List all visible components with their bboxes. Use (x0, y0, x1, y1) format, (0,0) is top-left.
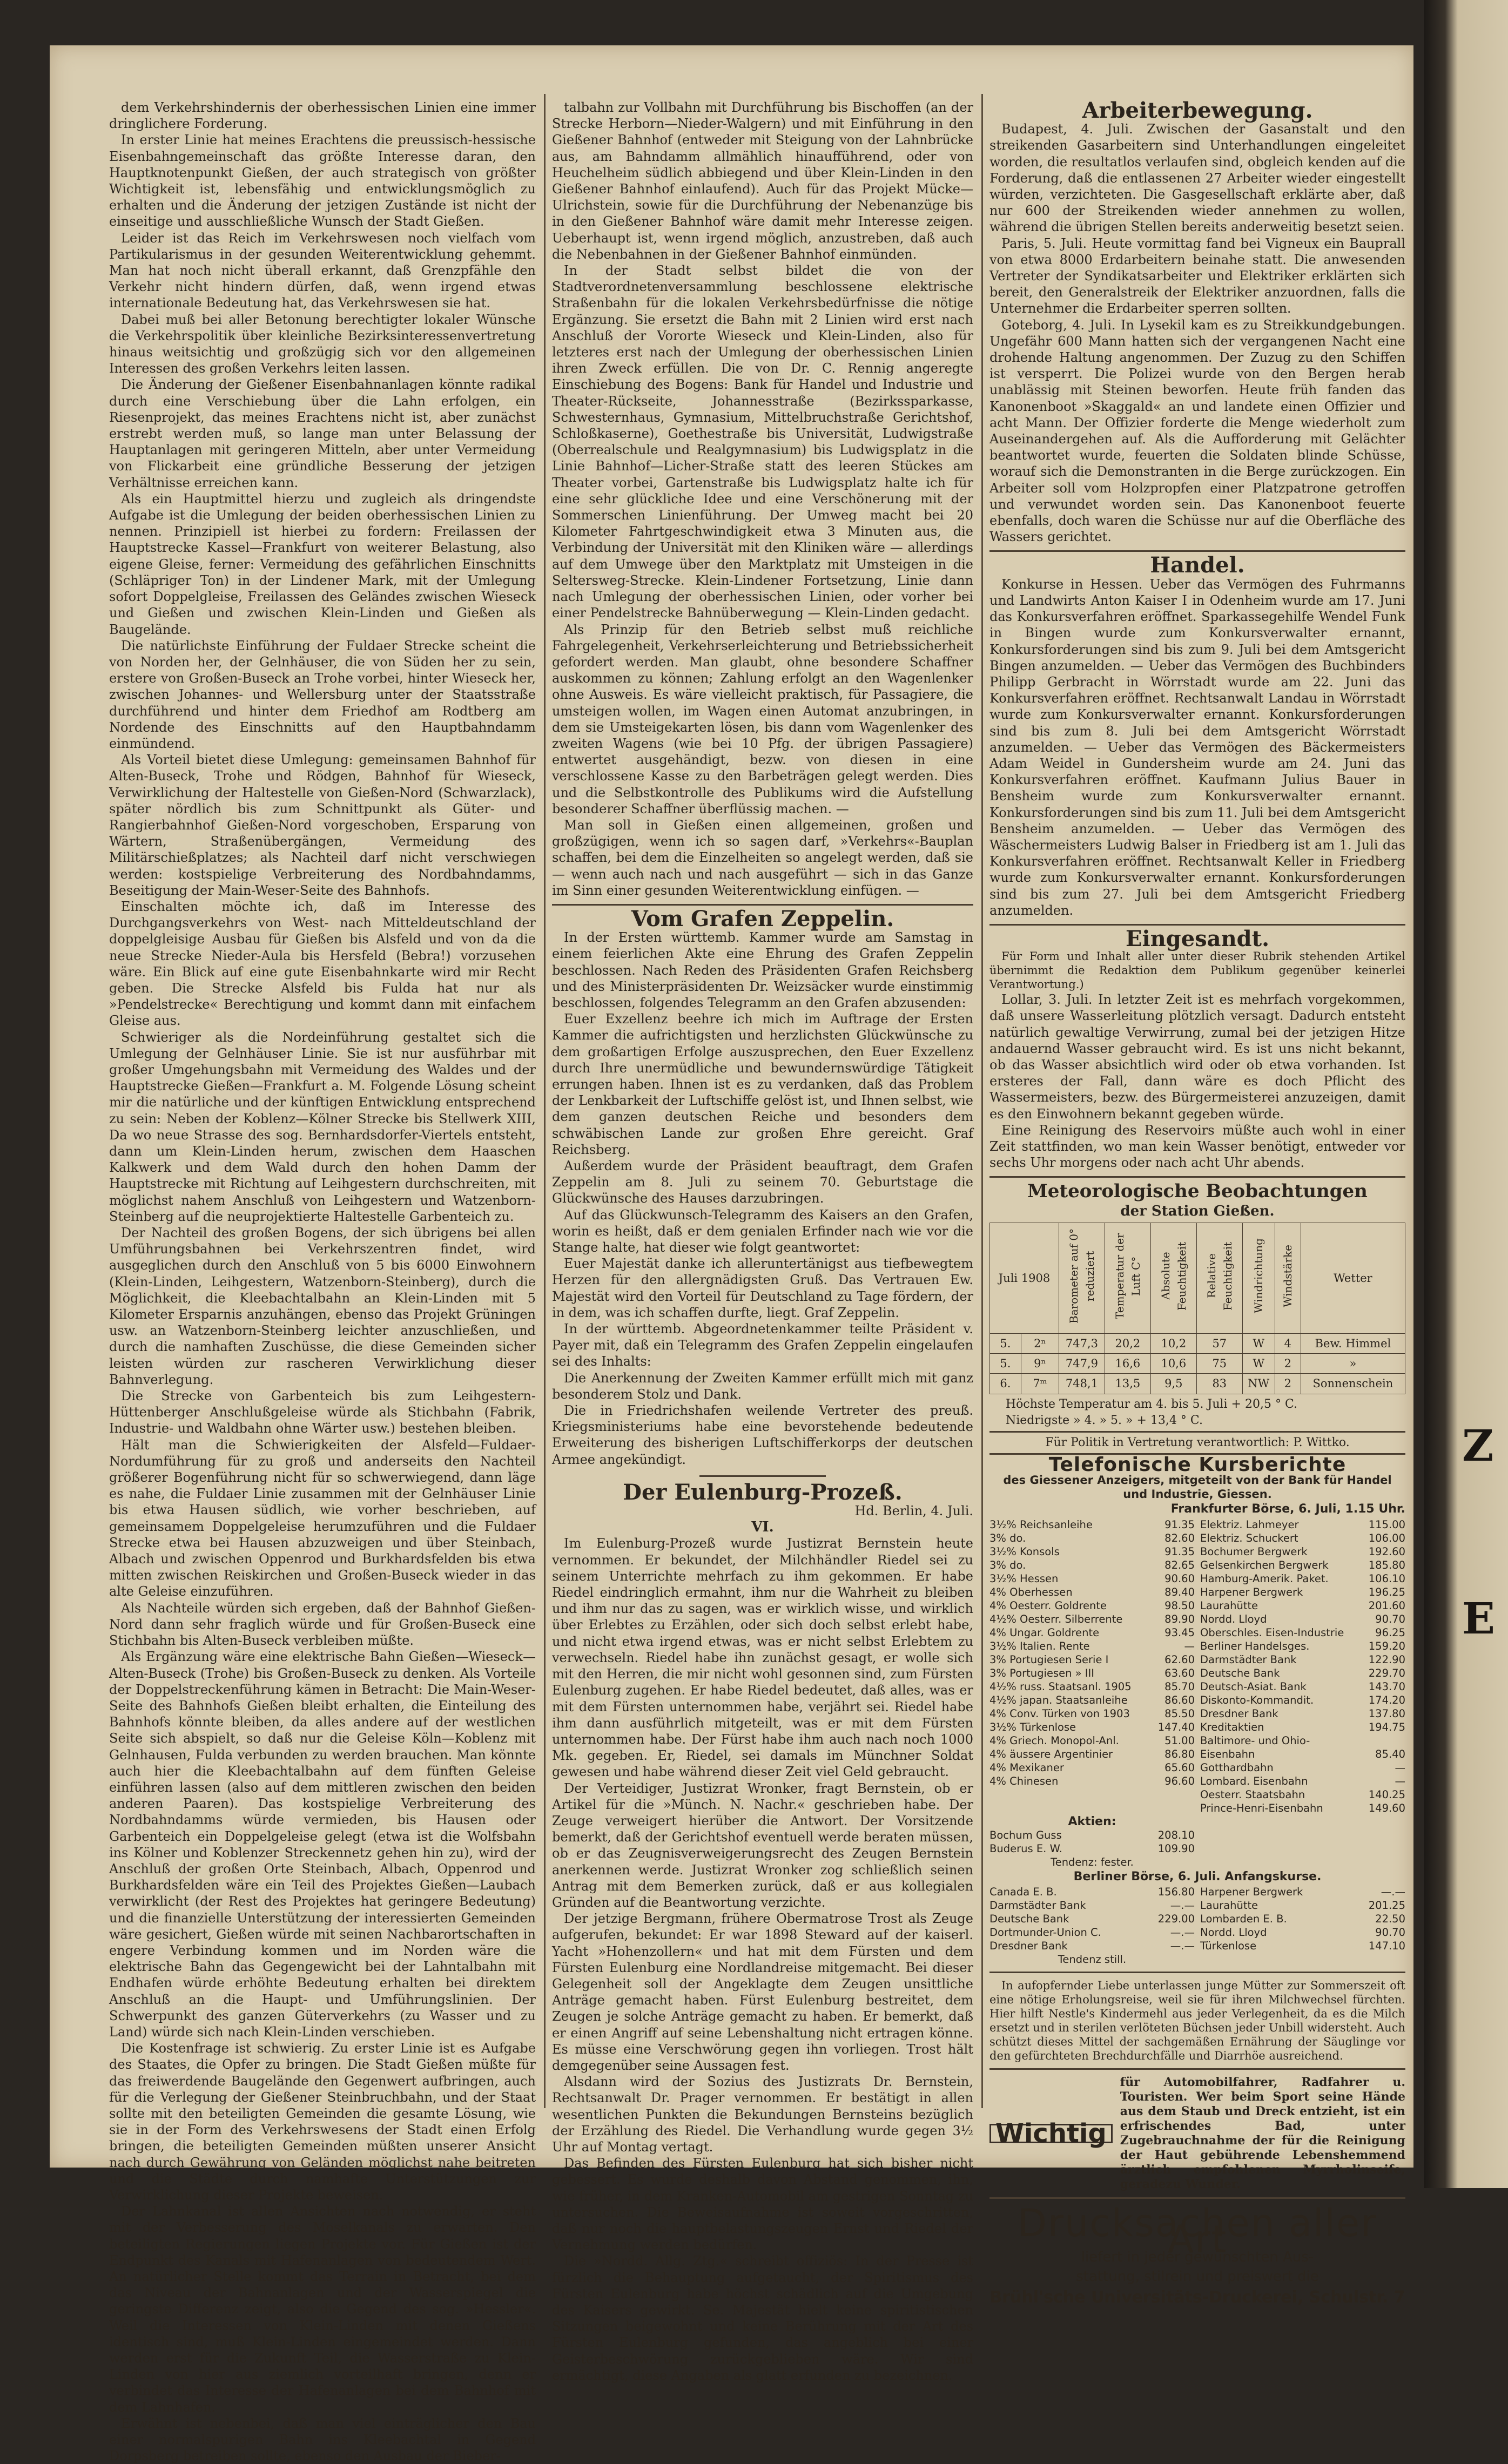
quote-row: Dresdner Bank —.— (989, 1939, 1195, 1952)
article-paragraph: Man soll in Gießen einen allgemeinen, großen und großzügigen, wenn ich so sagen darf, »Verkehrs«-Bauplan schaffen, bei dem die Einzelheiten so angelegt werden, daß sie — wenn auch nach und nach ausgeführt — sich in das Ganze im Sinn einer gesunden Weiterentwicklung einfügen. — (552, 817, 973, 898)
column-3 (989, 98, 1405, 2307)
article-paragraph: talbahn zur Vollbahn mit Durchführung bis Bischoffen (an der Strecke Herborn—Nieder-Walgern) und mit Einführung in den Gießener Bahnhof (entweder mit Steigung von der Lahnbrücke aus, am Bahndamm allmählich hinaufführend, oder von Heuchelheim südlich abbiegend und über Klein-Linden in den Gießener Bahnhof einlaufend). Auch für das Projekt Mücke—Ulrichstein, sowie für die Durchführung der Nebenanzüge bis in den Gießener Bahnhof wäre damit mehr Interesse zeigen. Ueberhaupt ist, wenn irgend möglich, anzustreben, daß auch die Nebenbahnen in der Gießener Bahnhof einmünden. (552, 100, 973, 262)
column-1 (109, 99, 536, 2464)
eulenburg-paragraph: Im Eulenburg-Prozeß wurde Justizrat Bernstein heute vernommen. Er bekundet, der Milchhändler Riedel sei zu seinem Unterrichte mehrfach zu ihm gekommen. Er habe Riedel eindringlich ermahnt, ihm nur die Wahrheit zu bleiben und ihm nur das zu sagen, was er wirklich wisse, und wirklich über Erlebtes zu Erzählen, oder sich doch selbst erlebt habe, und nicht etwa irgend etwas, was er nicht selbst Erlebtem zu verwechseln. Riedel habe ihn zunächst gesagt, er wolle sich mit den Herren, die mir nicht wohl gesonnen sind, zum Fürsten Eulenburg zugehen. Er habe Riedel bedeutet, daß alles, was er mit dem Fürsten unternommen habe, verjährt sei. Riedel habe ihm dann ausführlich mitgeteilt, was er mit dem Fürsten unternommen habe. Der Fürst habe ihm auch nach noch 1000 Mk. gegeben. Er, Riedel, sei damals im Münchner Soldat gewesen und habe während dieser Zeit viel Geld gebraucht. (552, 1536, 973, 1780)
weather-cell: 57 (1196, 1334, 1242, 1354)
quote-row: Türkenlose 147.10 (1200, 1939, 1405, 1952)
eulenburg-headline: Der Eulenburg-Prozeß. (623, 1479, 903, 1505)
weather-cell: 10,6 (1150, 1354, 1196, 1374)
divider (989, 1431, 1405, 1433)
divider (989, 2197, 1405, 2199)
weather-cell: 5. (990, 1354, 1021, 1374)
arbeiter-paragraph: Paris, 5. Juli. Heute vormittag fand bei Vigneux ein Bauprall von etwa 8000 Erdarbeitern beinahe statt. Die anwesenden Vertreter der Syndikatsarbeiter und Elektriker erklärten sich bereit, den Generalstreik der Elektriker anzuordnen, falls die Unternehmer die Erdarbeiter sperren sollten. (989, 235, 1405, 316)
weather-cell: 4 (1275, 1334, 1301, 1354)
handel-headline: Handel. (1150, 552, 1245, 578)
quote-row: 3½% Hessen 90.60 (989, 1572, 1195, 1585)
eulenburg-paragraph: Alsdann wird der Sozius des Justizrats Dr. Bernstein, Rechtsanwalt Dr. Prager vernommen. Er bestätigt in allen wesentlichen Punkten die Bekundungen Bernsteins bezüglich der Erzählung des Riedel. Die Verhandlung wurde gegen 3½ Uhr auf Montag vertagt. (552, 2074, 973, 2155)
meteo-min-temp: Niedrigste » 4. » 5. » + 13,4 ° C. (1006, 1413, 1203, 1427)
wichtig-word: Wichtig (989, 2124, 1113, 2143)
article-paragraph: Der Nachteil des großen Bogens, der sich übrigens bei allen Umführungsbahnen bei Verkehrszentren findet, wird ausgeglichen durch den Anschluß von 5 bis 6000 Einwohnern (Klein-Linden, Leihgestern, Watzenborn-Steinberg), durch die Möglichkeit, die Kleebachtalbahn an Klein-Linden mit 5 Kilometer Ersparnis anzuhängen, ebenso das Projekt Grüningen usw. an Watzenborn-Steinberg leichter anzuschließen, und durch die namhaften Zuschüsse, die diese Gemeinden sicher leisten würden zur rascheren Verwirklichung dieser Bahnverlegung. (109, 1225, 536, 1387)
weather-row (990, 1334, 1405, 1354)
quote-row: 4% Ungar. Goldrente 93.45 (989, 1626, 1195, 1639)
weather-cell: Bew. Himmel (1301, 1334, 1405, 1354)
quote-row: Diskonto-Kommandit. 174.20 (1200, 1693, 1405, 1706)
zeppelin-paragraph: Euer Exzellenz beehre ich mich im Auftrage der Ersten Kammer die aufrichtigsten und herzlichsten Glückwünsche zu dem großartigen Erfolge auszusprechen, den Euer Exzellenz durch Ihre unermüdliche und bewundernswürdige Tätigkeit errungen haben. Ihnen ist es zu verdanken, daß das Problem der Lenkbarkeit der Luftschiffe gelöst ist, und Ihnen selbst, wie dem ganzen deutschen Reiche und besonders dem schwäbischen Lande zur großen Ehre gereicht. Graf Reichsberg. (552, 1011, 973, 1157)
quote-row: 3% Portugiesen » III 63.60 (989, 1666, 1195, 1679)
stock-report-sub2: und Industrie, Giessen. (1123, 1488, 1272, 1501)
divider (989, 924, 1405, 926)
arbeiter-paragraph: Budapest, 4. Juli. Zwischen der Gasanstalt und den streikenden Gasarbeitern sind Unterhandlungen eingeleitet worden, die resultatlos verlaufen sind, obgleich kenden auf die Forderung, daß die entlassenen 27 Arbeiter wieder eingestellt würden, verzichteten. Die Gasgesellschaft erklärte aber, daß nur 600 der Streikenden wieder annehmen zu wollen, während die übrigen Stellen bereits anderweitig besetzt seien. (989, 121, 1405, 235)
quote-row: 3% Portugiesen Serie I 62.60 (989, 1653, 1195, 1666)
zeppelin-paragraph: Die in Friedrichshafen weilende Vertreter des preuß. Kriegsministeriums habe eine bevorstehende bedeutende Erweiterung des bisherigen Luftschifferkorps der deutschen Armee angekündigt. (552, 1403, 973, 1467)
stock-report-headline: Telefonische Kursberichte (1048, 1454, 1347, 1476)
quote-row: Bochum Guss 208.10 (989, 1828, 1195, 1841)
quote-row: Gotthardbahn — (1200, 1761, 1405, 1774)
weather-cell: 747,3 (1059, 1334, 1105, 1354)
column-2 (552, 99, 973, 2383)
quote-row: Kreditaktien 194.75 (1200, 1720, 1405, 1733)
quote-row: 4% Conv. Türken von 1903 85.50 (989, 1707, 1195, 1720)
weather-cell: 83 (1196, 1374, 1242, 1394)
meteo-subhead: der Station Gießen. (1120, 1203, 1275, 1219)
quote-row: Laurahütte 201.60 (1200, 1599, 1405, 1612)
article-paragraph: Dabei muß bei aller Betonung berechtigter lokaler Wünsche die Verkehrspolitik über kleinliche Bezirksinteressenvertretung hinaus weitsichtig und großzügig sich vor den allgemeinen Interessen des großen Verkehrs leiten lassen. (109, 312, 536, 376)
quote-row: Elektriz. Lahmeyer 115.00 (1200, 1518, 1405, 1531)
quote-row: Nordd. Lloyd 90.70 (1200, 1612, 1405, 1625)
weather-cell: Sonnenschein (1301, 1374, 1405, 1394)
weather-cell: 75 (1196, 1354, 1242, 1374)
eingesandt-disclaimer: Für Form und Inhalt aller unter dieser Rubrik stehenden Artikel übernimmt die Redaktion dem Publikum gegenüber keinerlei Verantwortung.) (989, 950, 1405, 991)
weather-cell: 20,2 (1105, 1334, 1150, 1354)
weather-cell: 748,1 (1059, 1374, 1105, 1394)
divider (989, 1176, 1405, 1178)
quote-row: Deutsche Bank 229.70 (1200, 1666, 1405, 1679)
article-paragraph: Hält man die Schwierigkeiten der Alsfeld—Fuldaer-Nordumführung für zu groß und anderseits den Nachteil größerer Bogenführung nicht für so schwerwiegend, dann läge es nahe, die Fuldaer Linie zusammen mit der Gelnhäuser Linie bis etwa Hausen südlich, wie vorher beschrieben, auf gemeinsamem Doppelgeleise herumzuführen und die Fuldaer Strecke etwa bei Hausen abzuzweigen und über Steinbach, Albach und zwischen Oppenrod und Burkhardsfelden bis etwa mitten zwischen Reiskirchen und Großen-Buseck wieder in das alte Geleise einzuführen. (109, 1437, 536, 1599)
quote-row: 4% Oesterr. Goldrente 98.50 (989, 1599, 1195, 1612)
eulenburg-paragraph: Der jetzige Bergmann, frühere Obermatrose Trost als Zeuge aufgerufen, bekundet: Er war 1898 Steward auf der kaiserl. Yacht »Hohenzollern« und hat mit dem Fürsten und dem Fürsten Eulenburg eine Nordlandreise mitgemacht. Bei dieser Gelegenheit soll der Angeklagte dem Zeugen unsittliche Anträge gemacht haben. Fürst Eulenburg bestreitet, dem Zeugen je solche Anträge gemacht zu haben. Er bemerkt, daß er einen Angriff auf seine Lebenshaltung nicht ertragen könne. Es müsse eine Verschwörung gegen ihn vorliegen. Trost hält demgegenüber seine Aussagen fest. (552, 1911, 973, 2073)
weather-cell: W (1242, 1354, 1275, 1374)
weather-cell: 747,9 (1059, 1354, 1105, 1374)
weather-cell: 2 (1275, 1374, 1301, 1394)
eulenburg-paragraph: Das Befinden des Fürsten Eulenburg hat sich bisher nicht gebessert. Es wurde deshalb davon Abstand genommen, ihn, wie früher, in dem Kranken-Automobil am gestrigen Sonntag zu untersuchen. Die Beweisaufnahme ist soweit vorgeschritten, daß nur noch die hauptbelastungszeugen Ernst und Riedel der Vernehmung werden bedürfen. (552, 2156, 973, 2253)
article-paragraph: Als ein Hauptmittel hierzu und zugleich als dringendste Aufgabe ist die Umlegung der beiden oberhessischen Linien zu nennen. Prinzipiell ist hierbei zu fordern: Freilassen der Hauptstrecke Kassel—Frankfurt von weiterer Belastung, also eigene Gleise, ferner: Vermeidung des gefährlichen Einschnitts (Schläpriger Ton) in der Lindener Mark, mit der Umlegung sofort Doppelgleise, Freilassen des Geländes zwischen Wieseck und Gießen und zwischen Klein-Linden und Gießen als Baugelände. (109, 491, 536, 637)
quote-row: 4% äussere Argentinier 86.80 (989, 1747, 1195, 1760)
quote-row: Darmstädter Bank —.— (989, 1899, 1195, 1912)
quote-row: 4% Oberhessen 89.40 (989, 1585, 1195, 1598)
nestle-notice: In aufopfernder Liebe unterlassen junge Mütter zur Sommerszeit oft eine nötige Erholungsreise, weil sie für ihren Milchwechsel fürchten. Hier hilft Nestle's Kindermehl aus jeder Verlegenheit, da es die Milch ersetzt und in sterilen verlöteten Büchsen jeder Unbill widersteht. Auch schützt dieses Mittel der sachgemäßen Ernährung der Säuglinge vor den gefürchteten Brechdurchfälle und Diarrhöe ausreichend. (989, 1979, 1405, 2062)
adjacent-page-edge (1424, 0, 1508, 2188)
eulenburg-dateline: Hd. Berlin, 4. Juli. (854, 1503, 973, 1519)
berlin-heading: Berliner Börse, 6. Juli. Anfangskurse. (1073, 1869, 1322, 1884)
tendenz-frankfurt: Tendenz: fester. (1051, 1855, 1134, 1868)
column-rule (544, 94, 546, 2108)
weather-header: Juli 1908 (990, 1223, 1059, 1333)
edge-letter: E (1462, 1593, 1495, 1644)
quote-row: 4½% Oesterr. Silberrente 89.90 (989, 1612, 1195, 1625)
quote-row: 3% do. 82.60 (989, 1531, 1195, 1544)
quote-row: 4% Mexikaner 65.60 (989, 1761, 1195, 1774)
eulenburg-paragraph: Der Verteidiger, Justizrat Wronker, fragt Bernstein, ob er Artikel für die »Münch. N. Nachr.« geschrieben habe. Der Zeuge verweigert hierüber die Antwort. Der Vorsitzende bemerkt, daß der Gerichtshof eventuell werde beraten müssen, ob er das Zeugnisverweigerungsrecht des Zeugen Bernstein anerkennen werde. Justizrat Wronker zog schließlich seinen Antrag mit dem Bemerken zurück, daß er aus kollegialen Gründen auf die Beantwortung verzichte. (552, 1780, 973, 1910)
divider (552, 904, 973, 906)
divider (699, 1475, 826, 1477)
quote-row: Prince-Henri-Eisenbahn 149.60 (1200, 1801, 1405, 1814)
weather-cell: 16,6 (1105, 1354, 1150, 1374)
zeppelin-paragraph: Die Anerkennung der Zweiten Kammer erfüllt mich mit ganz besonderem Stolz und Dank. (552, 1370, 973, 1402)
quote-row: Dortmunder-Union C. —.— (989, 1926, 1195, 1939)
zeppelin-headline: Vom Grafen Zeppelin. (631, 906, 894, 931)
quote-row: Baltimore- und Ohio- (1200, 1734, 1310, 1747)
quote-row: 3½% Reichsanleihe 91.35 (989, 1518, 1195, 1531)
quote-row: Laurahütte 201.25 (1200, 1899, 1405, 1912)
weather-row (990, 1354, 1405, 1374)
weather-row (990, 1374, 1405, 1394)
eingesandt-paragraph: Lollar, 3. Juli. In letzter Zeit ist es mehrfach vorgekommen, daß unsere Wasserleitung plötzlich versagt. Dadurch entsteht natürlich gewaltige Verwirrung, zumal bei der jetzigen Hitze andauernd Wasser gebraucht wird. Es ist uns nicht bekannt, ob das Wasser absichtlich wird oder ob etwa vorhanden. Ist ersteres der Fall, dann wäre es doch Pflicht des Wassermeisters, bezw. des Bürgermeisterei anzuzeigen, damit es den Einwohnern bekannt gegeben würde. (989, 992, 1405, 1122)
stock-report-sub1: des Giessener Anzeigers, mitgeteilt von der Bank für Handel (1003, 1474, 1392, 1487)
aktien-block (989, 1815, 1405, 1869)
divider (989, 1972, 1405, 1973)
article-paragraph: Die Strecke von Garbenteich bis zum Leihgestern-Hüttenberger Anschlußgeleise würde als Stichbahn (Fabrik, Industrie- und Waldbahn ohne Wärter usw.) bestehen bleiben. (109, 1388, 536, 1436)
zeppelin-paragraph: Außerdem wurde der Präsident beauftragt, dem Grafen Zeppelin am 8. Juli zu seinem 70. Geburtstage die Glückwünsche des Hauses darzubringen. (552, 1158, 973, 1206)
article-paragraph: In erster Linie hat meines Erachtens die preussisch-hessische Eisenbahngemeinschaft das größte Interesse daran, den Hauptknotenpunkt Gießen, der auch strategisch von größter Wichtigkeit ist, lebensfähig und entwicklungsmöglich zu erhalten und die Änderung der jetzigen Zustände ist nicht der einseitige und ausschließliche Wunsch der Stadt Gießen. (109, 132, 536, 229)
arbeiter-paragraph: Goteborg, 4. Juli. In Lysekil kam es zu Streikkundgebungen. Ungefähr 600 Mann hatten sich der vergangenen Nacht eine drohende Haltung angenommen. Der Zuzug zu den Schiffen ist versperrt. Die Polizei wurde von den Bergen herab unablässig mit Steinen beworfen. Heute früh fanden das Kanonenboot »Skaggald« an und landete einen Offizier und acht Mann. Der Offizier forderte die Menge wiederholt zum Auseinandergehen auf. Als die Aufforderung mit Gelächter beantwortet wurde, feuerten die Soldaten blinde Schüsse, worauf sich die Demonstranten in die Berge zurückzogen. Ein Arbeiter soll vom Holzpropfen einer Platzpatrone getroffen und verwundet worden sein. Das Kanonenboot feuerte ebenfalls, doch waren die Schüsse nur auf die Oberfläche des Wassers gerichtet. (989, 317, 1405, 545)
wichtig-text: für Automobilfahrer, Radfahrer u. Touristen. Wer beim Sport seine Hände aus dem Staub und Dreck entzieht, ist ein erfrischendes Bad, unter Zugebrauchnahme der für die Reinigung der Haut gebührende Lebenshemmend ärztlich empfohlenen Myrrholinseife, geradezu Wunder. (1120, 2075, 1405, 2191)
quote-row: Nordd. Lloyd 90.70 (1200, 1926, 1405, 1939)
berlin-quotes (989, 1885, 1405, 1953)
weather-cell: NW (1242, 1374, 1275, 1394)
eulenburg-part: VI. (751, 1519, 774, 1536)
weather-cell: 10,2 (1150, 1334, 1196, 1354)
quote-row: Eisenbahn 85.40 (1200, 1747, 1405, 1760)
weather-header: Temperatur der Luft C° (1105, 1223, 1150, 1333)
tendenz-berlin: Tendenz still. (1058, 1953, 1127, 1966)
quote-row: Elektriz. Schuckert 106.00 (1200, 1531, 1405, 1544)
quote-row: Lombard. Eisenbahn — (1200, 1774, 1405, 1787)
divider (989, 550, 1405, 552)
edge-letter: Z (1462, 1420, 1494, 1471)
responsible-editor: Für Politik in Vertretung verantwortlich: P. Wittko. (1045, 1436, 1350, 1450)
weather-cell: 6. (990, 1374, 1021, 1394)
article-paragraph: Die Änderung der Gießener Eisenbahnanlagen könnte radikal durch eine Verschiebung über die Lahn erfolgen, ein Riesenprojekt, das meines Erachtens nicht ist, aber zunächst erstrebt werden muß, so lange man unter Belassung der Hauptanlagen mit geringeren Mitteln, aber unter Vermeidung von Flickarbeit eine gründliche Besserung der jetzigen Verhältnisse erreichen kann. (109, 377, 536, 490)
column-rule (981, 94, 983, 2108)
eingesandt-headline: Eingesandt. (1125, 926, 1270, 951)
aktien-heading: Aktien: (1068, 1814, 1116, 1828)
weather-header: Windrichtung (1242, 1223, 1275, 1333)
weather-cell: 2 (1275, 1354, 1301, 1374)
article-paragraph: Schwieriger als die Nordeinführung gestaltet sich die Umlegung der Gelnhäuser Linie. Sie ist nur ausführbar mit großer Umgehungsbahn mit Vermeidung des Waldes und der Hauptstrecke Gießen—Frankfurt a. M. Folgende Lösung scheint mir die natürliche und der künftigen Entwicklung entsprechend zu sein: Neben der Koblenz—Kölner Strecke bis Stellwerk XIII, Da wo neue Strasse des sog. Bernhardsdorfer-Viertels entsteht, dann um Klein-Linden herum, zwischen dem Haaschen Kalkwerk und dem Wald durch den hohen Damm der Hauptstrecke mit Richtung auf Leihgestern durchschreiten, mit möglichst nahem Anschluß von Leihgestern und Watzenborn-Steinberg auf die neuprojektierte Haltestelle Garbenteich zu. (109, 1029, 536, 1224)
weather-header: Relative Feuchtigkeit (1196, 1223, 1242, 1333)
weather-cell: 9ⁿ (1021, 1354, 1059, 1374)
weather-cell: 2ⁿ (1021, 1334, 1059, 1354)
quote-row: Bochumer Bergwerk 192.60 (1200, 1545, 1405, 1558)
zeppelin-paragraph: In der württemb. Abgeordnetenkammer teilte Präsident v. Payer mit, daß ein Telegramm des Grafen Zeppelin eingelaufen sei des Inhalts: (552, 1321, 973, 1369)
article-paragraph: Als Vorteil bietet diese Umlegung: gemeinsamen Bahnhof für Alten-Buseck, Trohe und Rödgen, Bahnhof für Wieseck, Verwirklichung der Haltestelle von Gießen-Nord (Schwarzlack), später nördlich bis zum Schnittpunkt als Güter- und Rangierbahnhof Gießen-Nord vorgeschoben, Ersparung von Wärtern, Straßenübergängen, Vermeidung des Militärschießplatzes; als Nachteil darf nicht verschwiegen werden: kostspielige Verbreiterung des Nordbahndamms, Beseitigung der Main-Weser-Seite des Bahnhofs. (109, 752, 536, 898)
meteo-max-temp: Höchste Temperatur am 4. bis 5. Juli + 20,5 ° C. (1006, 1397, 1297, 1411)
quote-row: Oesterr. Staatsbahn 140.25 (1200, 1788, 1405, 1801)
quote-row: Harpener Bergwerk —.— (1200, 1885, 1405, 1898)
weather-header: Windstärke (1275, 1223, 1301, 1333)
frankfurt-heading: Frankfurter Börse, 6. Juli, 1.15 Uhr. (1170, 1502, 1405, 1516)
quote-row: Berliner Handelsges. 159.20 (1200, 1639, 1405, 1652)
weather-cell: W (1242, 1334, 1275, 1354)
quote-row: Harpener Bergwerk 196.25 (1200, 1585, 1405, 1598)
article-paragraph: In der Stadt selbst bildet die von der Stadtverordnetenversammlung beschlossene elektrische Straßenbahn für die lokalen Verkehrsbedürfnisse die nötige Ergänzung. Sie ersetzt die Bahn mit 2 Linien wird erst nach Anschluß der Vororte Wieseck und Klein-Linden, also für letzteres erst nach der Umlegung der oberhessischen Linien ihren Zweck erfüllen. Die von Dr. C. Rennig angeregte Einschiebung des Bogens: Bank für Handel und Industrie und Theater-Rückseite, Johannesstraße (Bezirkssparkasse, Schwesternhaus, Gymnasium, Mittelbruchstraße Gerichtshof, Schloßkaserne), Goethestraße bis Universität, Ludwigstraße (Oberrealschule und Realgymnasium) bis Ludwigsplatz in die Linie Bahnhof—Licher-Straße statt des leeren Stückes am Theater vorbei, Gartenstraße bis Ludwigsplatz halte ich für eine sehr glückliche Idee und eine Verschönerung mit der Sommerschen Linienführung. Der Umweg macht bei 20 Kilometer Fahrtgeschwindigkeit etwa 3 Minuten aus, die Verbindung der Universität mit den Kliniken wäre — allerdings auf dem Umwege über den Marktplatz mit Umsteigen in die Seltersweg-Strecke. Klein-Lindener Fortsetzung, Linie dann nach Umlegung der oberhessischen Linien, oder vorher bei einer Pendelstrecke Bahnüberwegung — Klein-Linden gedacht. (552, 263, 973, 621)
wichtig-advert (989, 2075, 1405, 2192)
quote-row: Canada E. B. 156.80 (989, 1885, 1195, 1898)
weather-cell: 7ᵐ (1021, 1374, 1059, 1394)
zeppelin-paragraph: In der Ersten württemb. Kammer wurde am Samstag in einem feierlichen Akte eine Ehrung des Grafen Zeppelin beschlossen. Nach Reden des Präsidenten Grafen Reichsberg und des Ministerpräsidenten Dr. Weizsäcker wurde einstimmig beschlossen, folgendes Telegramm an den Grafen abzusenden: (552, 930, 973, 1010)
quote-row: Gelsenkirchen Bergwerk 185.80 (1200, 1558, 1405, 1571)
quote-row: 4½% russ. Staatsanl. 1905 85.70 (989, 1680, 1195, 1693)
divider (989, 2068, 1405, 2070)
article-paragraph: Die Kostenfrage ist schwierig. Zu erster Linie ist es Aufgabe des Staates, die Opfer zu bringen. Die Stadt Gießen müßte für das freiwerdende Baugelände den Gegenwert aufbringen, auch für die Verlegung der Gießener Steinbruchbahn, und der Staat sollte mit den beteiligten Gemeinden die gesamte Lösung, wie sie in der Form des Verkehrswesens der Stadt einen Erfolg bringen, die beteiligten Gemeinden müßten unserer Ansicht nach durch Gewährung von Geländen möglichst nahe beitreten und die Städte durch namhafte Unterstützungen zur Verwirklichung dieser Projekte beweisen. (109, 2041, 536, 2203)
quote-row: Oberschles. Eisen-Industrie 96.25 (1200, 1626, 1405, 1639)
article-paragraph: Der Lahnkanal ist allen Ansichten nach notwendig, er steht mit der Verbesserung des Moselkanals zu erwarten. Den beteiligten Regierungen liegen Projekte vor. Für Gießen ist der Endpunkt des Kanals mit Hafenanlagen von bedeutendem Wert. An natürlicher Stelle kommt das Terrain in Betracht, bei dem das Niveau der Bahnanlagen und der Wasserspiegel die geringste Differenz zeigt, also die Gegend des sog. »Hessler«. Weil die Interessen von Klein-Linden mit denen Gießens identisch sind, muß Klein-Linden eingemeindet werden. Dann werden erst für die Zukunft Teil, die Wasserstraße zu Klein-Linden von hier aus ziemlich vorteilhaft bringen, denn er verbindet das Interesse der Hafenanlagen bei dem Bahnhof mit dem Lahnhafen. (109, 2204, 536, 2415)
article-paragraph: Als Nachteile würden sich ergeben, daß der Bahnhof Gießen-Nord dann sehr fraglich würde und für Großen-Buseck eine Stichbahn bis Alten-Buseck verbleiben müßte. (109, 1600, 536, 1649)
quote-row: 4½% japan. Staatsanleihe 86.60 (989, 1693, 1195, 1706)
quote-row: Deutsch-Asiat. Bank 143.70 (1200, 1680, 1405, 1693)
print-advert-headline: Drucksachen aller Art (1018, 2200, 1377, 2262)
quote-row: 3½% Türkenlose 147.40 (989, 1720, 1195, 1733)
handel-paragraph: Konkurse in Hessen. Ueber das Vermögen des Fuhrmanns und Landwirts Anton Kaiser I in Odenheim wurde am 17. Juni das Konkursverfahren eröffnet. Sparkassegehilfe Wendel Funk in Bingen wurde zum Konkursverwalter ernannt, Konkursforderungen sind bis zum 9. Juli bei dem Amtsgericht Bingen anzumelden. — Ueber das Vermögen des Buchbinders Philipp Gerbracht in Wörrstadt wurde am 22. Juni das Konkursverfahren eröffnet. Rechtsanwalt Landau in Wörrstadt wurde zum Konkursverwalter ernannt. Konkursforderungen sind bis zum 8. Juli bei dem Amtsgericht Wörrstadt anzumelden. — Ueber das Vermögen des Bäckermeisters Adam Weidel in Gundersheim wurde am 24. Juni das Konkursverfahren eröffnet. Kaufmann Julius Bauer in Bensheim wurde zum Konkursverwalter ernannt. Konkursforderungen sind bis zum 11. Juli bei dem Amtsgericht Bensheim anzumelden. — Ueber das Vermögen des Wäschermeisters Ludwig Balser in Friedberg ist am 1. Juli das Konkursverfahren eröffnet. Rechtsanwalt Keller in Friedberg wurde zum Konkursverwalter ernannt. Konkursforderungen sind bis zum 27. Juli bei dem Amtsgericht Friedberg anzumelden. (989, 576, 1405, 918)
article-paragraph: dem Verkehrshindernis der oberhessischen Linien eine immer dringlichere Forderung. (109, 100, 536, 132)
zeppelin-paragraph: Euer Majestät danke ich alleruntertänigst aus tiefbewegtem Herzen für den allergnädigsten Gruß. Das Vertrauen Ew. Majestät wird den Vorteil für Deutschland zu Tage fördern, der in dem, was ich schaffen durfte, liegt. Graf Zeppelin. (552, 1256, 973, 1320)
quote-row: 3½% Italien. Rente — (989, 1639, 1195, 1652)
frankfurt-quotes (989, 1518, 1405, 1815)
quote-row: 4% Griech. Monopol-Anl. 51.00 (989, 1734, 1195, 1747)
weather-header: Absolute Feuchtigkeit (1150, 1223, 1196, 1333)
weather-header: Barometer auf 0° reduziert (1059, 1223, 1105, 1333)
print-advert-printer: Brühl'sche Universitäts-Druckerei, Schulstr. 7 (989, 2288, 1405, 2307)
zeppelin-paragraph: Auf das Glückwunsch-Telegramm des Kaisers an den Grafen, worin es heißt, daß er dem genialen Erfinder nach wie vor die Stange halte, hat dieser wie folgt geantwortet: (552, 1207, 973, 1255)
quote-row: Buderus E. W. 109.90 (989, 1842, 1195, 1855)
eulenburg-paragraph: Die »Nordd. Allg. Ztg.« schreibt offiziös: In der Presse ist fürzlich die Behauptung aufgetaucht, der Spiritismus des Fürsten Eulenburg habe höchst schädlich auf die Umgebung des Kaisers gewirkt. Se. Majestät hielt keine spiritistischen Sitzungen beigewohnt und keine Berührung mit der Art des Fürsten Eulenburg gefunden, das angeblich bei einer Geisterbeschwörung zurückgeblieben wäre. Wir sind ermächtigt, diese Angaben als glatt erfunden zu bezeichnen. (552, 2253, 973, 2383)
quote-row: 3½% Konsols 91.35 (989, 1545, 1195, 1558)
quote-row: Deutsche Bank 229.00 (989, 1912, 1195, 1925)
eingesandt-paragraph: Eine Reinigung des Reservoirs müßte auch wohl in einer Zeit stattfinden, wo man kein Wasser benötigt, entweder vor sechs Uhr morgens oder nach acht Uhr abends. (989, 1122, 1405, 1171)
weather-table (989, 1223, 1405, 1394)
article-paragraph: Als Prinzip für den Betrieb selbst muß reichliche Fahrgelegenheit, Verkehrserleichterung und Betriebssicherheit gefordert werden. Man glaubt, ohne besondere Schaffner auskommen zu können; Zahlung erfolgt an den Wagenlenker ohne Ausweis. Es wäre vielleicht praktisch, für Passagiere, die umsteigen wollen, im Wagen einen Automat anzubringen, in dem sie Umsteigekarten lösen, bis dann vom Wagenlenker des zweiten Wagens (wie bei 10 Pfg. der übrigen Passagiere) entwertet ausgehändigt, bezw. von diesen in eine verschlossene Kasse zu den Barbeträgen gelegt werden. Dies und die Selbstkontrolle des Publikums wird die Aufstellung besonderer Schaffner überflüssig machen. — (552, 622, 973, 816)
newspaper-page (50, 45, 1413, 2464)
article-paragraph: Einschalten möchte ich, daß im Interesse des Durchgangsverkehrs von West- nach Mitteldeutschland der doppelgleisige Ausbau für Gießen bis Alsfeld und von da die neue Strecke Nieder-Aula bis Hersfeld (Bebra!) vorzusehen wäre. Ein Blick auf eine gute Eisenbahnkarte wird mir Recht geben. Die Strecke Alsfeld bis Fulda hat nur als »Pendelstrecke« Berechtigung und kommt dann mit einfachem Gleise aus. (109, 899, 536, 1029)
print-advert-line2: stattung, stilrein und preiswert die (1076, 2269, 1319, 2285)
quote-row: 3% do. 82.65 (989, 1558, 1195, 1571)
quote-row: Hamburg-Amerik. Paket. 106.10 (1200, 1572, 1405, 1585)
article-paragraph: Leider ist das Reich im Verkehrswesen noch vielfach vom Partikularismus in der gesunden Weiterentwicklung gehemmt. Man hat noch nicht überall erkannt, daß Grenzpfähle den Verkehr nicht hindern dürfen, daß, wenn irgend etwas internationale Bedeutung hat, das Verkehrswesen sie hat. (109, 230, 536, 311)
weather-cell: » (1301, 1354, 1405, 1374)
weather-cell: 13,5 (1105, 1374, 1150, 1394)
quote-row: Dresdner Bank 137.80 (1200, 1707, 1405, 1720)
weather-header: Wetter (1301, 1223, 1405, 1333)
quote-row: 4% Chinesen 96.60 (989, 1774, 1195, 1787)
arbeiter-headline: Arbeiterbewegung. (1082, 98, 1313, 123)
meteo-headline: Meteorologische Beobachtungen (1027, 1180, 1368, 1203)
article-paragraph: Als Ergänzung wäre eine elektrische Bahn Gießen—Wieseck—Alten-Buseck (Trohe) bis Großen-Buseck zu denken. Als Vorteile der Doppelstreckenführung kämen in Betracht: Die Main-Weser-Seite des Bahnhofs Gießen bleibt erhalten, die Einteilung des Bahnhofs könnte bleiben, da alles andere auf der westlichen Seite sich abspielt, so daß nur die Geleise Köln—Koblenz mit Gelnhausen, Fulda verbunden zu werden brauchen. Man könnte auch hier die Kleebachtalbahn auf dem fünften Geleise einführen lassen (also auf dem mittleren zwischen den beiden anderen Paaren). Das kostspielige Verbreiterung des Nordbahndamms würde vermieden, bis Hausen oder Garbenteich ein Doppelgeleise gelegt (etwa ist die Wolfsbahn ins Kölner und Koblenzer Streckennetz gehen hin zu), wird der Anschluß der großen Orte Steinbach, Albach, Oppenrod und Burkhardsfelden wäre ein Teil des Projektes Gießen—Laubach verwirklicht (der Rest des Projektes hat geringere Bedeutung) und die finanzielle Unterstützung der interessierten Gemeinden wäre gesichert, Gießen würde mit seinen Nachbarortschaften in engere Verbindung kommen und im Norden wäre die elektrische Bahn das Gegengewicht bei der Lahntalbahn mit Endhafen würde erhöhte Bedeutung erhalten bei direktem Anschluß an die Haupt- und Umführungslinien. Der Schwerpunkt des ganzen Güterverkehrs (zu Wasser und zu Land) würde sich nach Klein-Linden verschieben. (109, 1649, 536, 2040)
article-paragraph: Die natürlichste Einführung der Fuldaer Strecke scheint die von Norden her, der Gelnhäuser, die von Süden her zu sein, erstere von Großen-Buseck an Trohe vorbei, hinter Wieseck her, zwischen Johannes- und Wellersburg unter der Staatsstraße durchführend und hinter dem Friedhof am Rodtberg am Nordende des Einschnitts auf den Hauptbahndamm einmündend. (109, 638, 536, 751)
quote-row: Darmstädter Bank 122.90 (1200, 1653, 1405, 1666)
weather-cell: 5. (990, 1334, 1021, 1354)
article-paragraph: Erwähnt ist nebenbei, daß man viel einträglicher den Bau einer normalspurigen Bahn ins Kleebachtal in Gegend Dorpsberg betreiben sollte, ebenso den Ausbau der Bieber- (109, 2415, 536, 2464)
print-advert-line1: liefert in jeder gewünschten Aus- (1081, 2249, 1314, 2266)
quote-row: Lombarden E. B. 22.50 (1200, 1912, 1405, 1925)
weather-cell: 9,5 (1150, 1374, 1196, 1394)
